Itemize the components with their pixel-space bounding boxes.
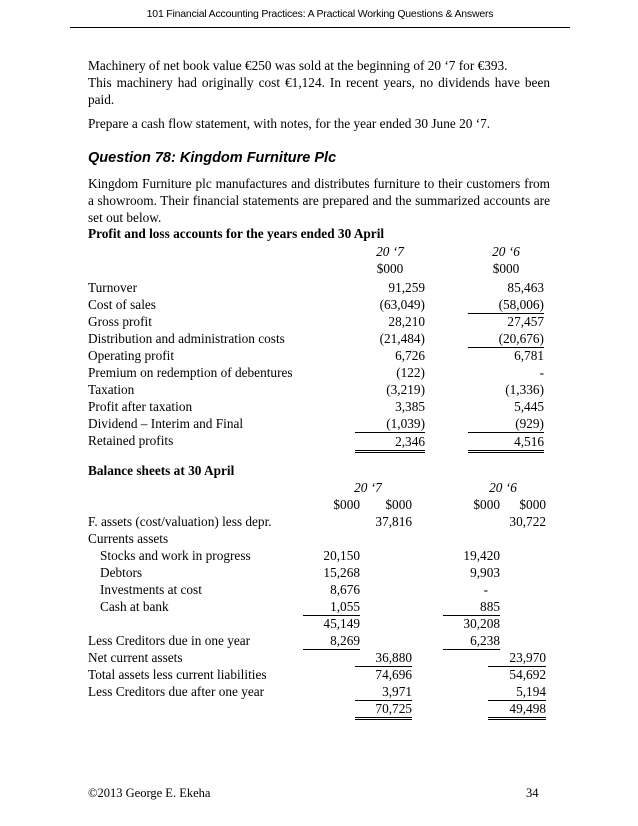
pl-value-2006: (20,676): [468, 330, 544, 348]
bs-value: 3,971: [355, 683, 412, 701]
bs-value: 9,903: [470, 565, 500, 580]
bs-row: [88, 581, 558, 598]
bs-value: 6,238: [443, 632, 500, 650]
pl-row-label: Gross profit: [88, 314, 152, 329]
pl-value-2007: (1,039): [386, 416, 425, 431]
pl-row-label: Operating profit: [88, 348, 175, 363]
pl-row: [88, 313, 558, 330]
pl-row: [88, 415, 558, 432]
bs-row: [88, 615, 558, 632]
bs-year-header: [88, 479, 558, 496]
bs-value: 45,149: [323, 616, 360, 631]
running-header: 101 Financial Accounting Practices: A Practical Working Questions & Answers: [70, 0, 570, 28]
bs-value: 8,269: [303, 632, 360, 650]
bs-row-label: Net current assets: [88, 650, 183, 665]
bs-unit-2: $000: [385, 497, 412, 512]
intro-line-2: This machinery had originally cost €1,124. In recent years, no dividends have been paid.: [88, 75, 550, 107]
bs-value: 54,692: [509, 667, 546, 682]
bs-value: 49,498: [488, 700, 546, 720]
bs-row-label: Cash at bank: [100, 599, 169, 614]
pl-row-label: Premium on redemption of debentures: [88, 365, 293, 380]
pl-row-label: Turnover: [88, 280, 138, 295]
pl-unit-2: $000: [492, 261, 520, 276]
bs-unit-4: $000: [519, 497, 546, 512]
bs-value: 15,268: [323, 565, 360, 580]
bs-unit-3: $000: [473, 497, 500, 512]
pl-value-2006: 4,516: [468, 432, 544, 453]
pl-row-label: Distribution and administration costs: [88, 331, 285, 346]
bs-row: [88, 666, 558, 683]
pl-value-2006: (58,006): [468, 296, 544, 314]
bs-value: 23,970: [488, 649, 546, 667]
footer-copyright: ©2013 George E. Ekeha: [88, 786, 211, 800]
bs-value: 5,194: [488, 683, 546, 701]
pl-value-2006: 85,463: [507, 280, 544, 295]
bs-row: [88, 598, 558, 615]
bs-row-label: Debtors: [100, 565, 143, 580]
pl-title: Profit and loss accounts for the years ended 30 April: [88, 226, 385, 241]
bs-row: [88, 632, 558, 649]
pl-year-header: [88, 243, 558, 260]
bs-row-label: Less Creditors due in one year: [88, 633, 251, 648]
pl-value-2007: (63,049): [379, 297, 425, 312]
bs-row: [88, 530, 558, 547]
bs-value: 74,696: [375, 667, 412, 682]
bs-value: 37,816: [375, 514, 412, 529]
bs-value: 1,055: [303, 598, 360, 616]
bs-value: 20,150: [323, 548, 360, 563]
bs-value: 70,725: [355, 700, 412, 720]
pl-value-2006: 6,781: [514, 348, 544, 363]
bs-row: [88, 649, 558, 666]
bs-row: [88, 683, 558, 700]
pl-row-label: Taxation: [88, 382, 135, 397]
pl-value-2007: 28,210: [388, 314, 425, 329]
intro-line-1: Machinery of net book value €250 was sold at the beginning of 20 ‘7 for €393.: [88, 58, 508, 73]
bs-value: 885: [443, 598, 500, 616]
pl-row: [88, 398, 558, 415]
pl-row: [88, 432, 558, 449]
pl-unit-header: [88, 260, 558, 277]
pl-unit-1: $000: [376, 261, 404, 276]
pl-value-2006: (929): [515, 416, 544, 431]
pl-row: [88, 279, 558, 296]
question-title: Question 78: Kingdom Furniture Plc: [88, 150, 337, 166]
intro-line-3: Prepare a cash flow statement, with notes, for the year ended 30 June 20 ‘7.: [88, 116, 491, 131]
bs-value: 8,676: [330, 582, 360, 597]
pl-value-2007: (122): [396, 365, 425, 380]
pl-row-label: Dividend – Interim and Final: [88, 416, 244, 431]
bs-year-1: 20 ‘7: [354, 480, 382, 495]
pl-value-2007: 91,259: [388, 280, 425, 295]
bs-row: [88, 547, 558, 564]
question-body: Kingdom Furniture plc manufactures and distributes furniture to their customers from a showroom. Their financial statements are prepared and the summarized accounts are set out below.: [88, 176, 550, 225]
pl-row-label: Cost of sales: [88, 297, 156, 312]
pl-row-label: Profit after taxation: [88, 399, 193, 414]
pl-value-2006: 27,457: [507, 314, 544, 329]
bs-year-2: 20 ‘6: [489, 480, 517, 495]
bs-value: 36,880: [355, 649, 412, 667]
pl-row: [88, 330, 558, 347]
bs-value: 19,420: [463, 548, 500, 563]
pl-row: [88, 296, 558, 313]
pl-value-2006: 5,445: [514, 399, 544, 414]
bs-unit-header: [88, 496, 558, 513]
pl-value-2007: (21,484): [379, 331, 425, 346]
pl-value-2006: -: [539, 365, 544, 380]
pl-value-2007: 3,385: [395, 399, 425, 414]
bs-row-label: Currents assets: [88, 531, 169, 546]
pl-row: [88, 364, 558, 381]
pl-year-2: 20 ‘6: [492, 244, 520, 259]
bs-value: 30,208: [463, 616, 500, 631]
page-number: 34: [526, 786, 539, 800]
bs-title: Balance sheets at 30 April: [88, 463, 235, 478]
pl-value-2007: 6,726: [395, 348, 425, 363]
pl-value-2007: (3,219): [386, 382, 425, 397]
bs-value: 30,722: [509, 514, 546, 529]
bs-row-label: Stocks and work in progress: [100, 548, 251, 563]
pl-row: [88, 347, 558, 364]
pl-row-label: Retained profits: [88, 433, 174, 448]
pl-value-2007: 2,346: [355, 432, 425, 453]
bs-row-label: Total assets less current liabilities: [88, 667, 267, 682]
bs-row-label: Less Creditors due after one year: [88, 684, 265, 699]
pl-value-2006: (1,336): [505, 382, 544, 397]
bs-row: [88, 564, 558, 581]
bs-unit-1: $000: [333, 497, 360, 512]
pl-year-1: 20 ‘7: [376, 244, 404, 259]
bs-row-label: F. assets (cost/valuation) less depr.: [88, 514, 272, 529]
bs-row-label: Investments at cost: [100, 582, 202, 597]
bs-row: [88, 513, 558, 530]
pl-row: [88, 381, 558, 398]
bs-value: -: [483, 582, 488, 597]
bs-row: [88, 700, 558, 717]
